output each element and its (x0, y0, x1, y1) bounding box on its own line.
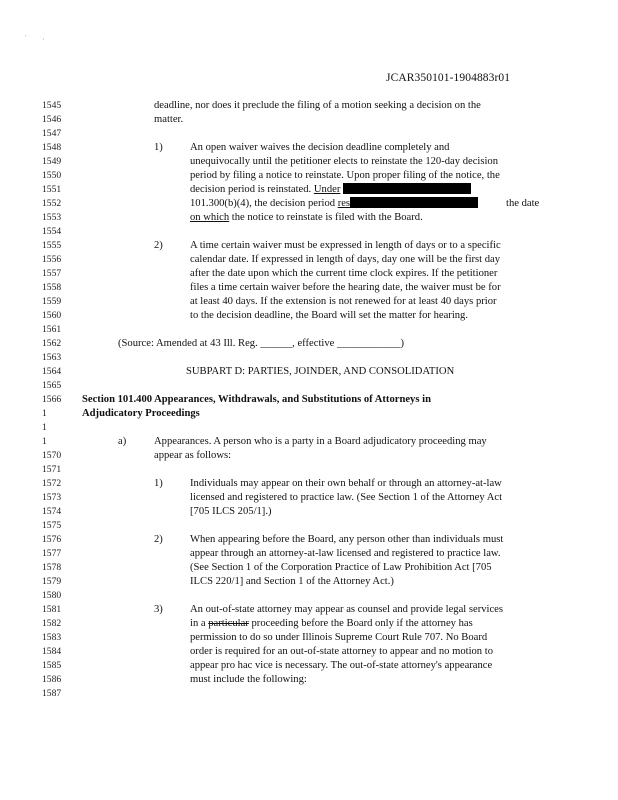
list-label: 1) (154, 142, 163, 153)
list-label: a) (118, 436, 127, 447)
line-text: When appearing before the Board, any person other than individuals must (190, 534, 504, 545)
document-line (0, 463, 618, 477)
line-text: licensed and registered to practice law. (See Section 1 of the Attorney Act (190, 492, 503, 503)
line-text: to the decision deadline, the Board will set the matter for hearing. (190, 310, 468, 321)
line-text: matter. (154, 114, 184, 125)
line-text-main: proceeding before the Board only if the attorney has (251, 618, 473, 629)
line-text-main: the notice to reinstate is filed with the Board. (231, 212, 423, 223)
line-number: 1551 (42, 184, 62, 195)
line-number: 1560 (42, 310, 62, 321)
document-line (0, 337, 618, 351)
document-line (0, 561, 618, 575)
line-number: 1587 (42, 688, 62, 699)
line-number: 1559 (42, 296, 62, 307)
document-line (0, 155, 618, 169)
line-number: 1582 (42, 618, 62, 629)
line-number: 1565 (42, 380, 62, 391)
document-line (0, 421, 618, 435)
document-line (0, 393, 618, 407)
line-number: 1 (42, 408, 47, 419)
document-line (0, 687, 618, 701)
document-line (0, 673, 618, 687)
line-number: 1564 (42, 366, 62, 377)
line-text-tail: the date (506, 198, 540, 209)
line-number: 1563 (42, 352, 62, 363)
line-text: after the date upon which the current time clock expires. If the petitioner (190, 268, 498, 279)
document-line (0, 141, 618, 155)
line-text: ILCS 220/1] and Section 1 of the Attorney Act.) (190, 576, 394, 587)
document-line (0, 309, 618, 323)
line-text-pre: in a (190, 618, 206, 629)
line-text: order is required for an out-of-state attorney to appear and no motion to (190, 646, 493, 657)
document-line (0, 505, 618, 519)
document-line (0, 99, 618, 113)
line-text (190, 617, 473, 631)
line-text: permission to do so under Illinois Supreme Court Rule 707. No Board (190, 632, 488, 643)
document-code: JCAR350101-1904883r01 (386, 72, 511, 84)
line-text: An open waiver waives the decision deadline completely and (190, 142, 450, 153)
line-number: 1578 (42, 562, 62, 573)
line-text: An out-of-state attorney may appear as counsel and provide legal services (190, 604, 503, 615)
document-line (0, 533, 618, 547)
line-text: appear as follows: (154, 450, 232, 461)
line-number: 1561 (42, 324, 62, 335)
source-note: (Source: Amended at 43 Ill. Reg. ______, effective ____________) (118, 338, 405, 349)
line-number: 1547 (42, 128, 62, 139)
line-number: 1585 (42, 660, 62, 671)
line-text: period by filing a notice to reinstate. Upon proper filing of the notice, the (190, 170, 500, 181)
subpart-heading: SUBPART D: PARTIES, JOINDER, AND CONSOLIDATION (186, 366, 455, 377)
redaction-block (350, 197, 478, 208)
line-text: [705 ILCS 205/1].) (190, 506, 272, 517)
line-number: 1577 (42, 548, 62, 559)
deleted-text: particular (208, 618, 249, 629)
line-number: 1583 (42, 632, 62, 643)
line-number: 1552 (42, 198, 62, 209)
line-number: 1548 (42, 142, 62, 153)
line-text: calendar date. If expressed in length of days, day one will be the first day (190, 254, 501, 265)
inserted-text: res (337, 198, 351, 209)
line-number: 1571 (42, 464, 62, 475)
line-text: deadline, nor does it preclude the filing of a motion seeking a decision on the (154, 100, 481, 111)
document-line (0, 575, 618, 589)
line-text: A time certain waiver must be expressed in length of days or to a specific (190, 240, 501, 251)
document-line (0, 295, 618, 309)
line-text-main: 101.300(b)(4), the decision period (190, 198, 336, 209)
document-line (0, 351, 618, 365)
document-line (0, 589, 618, 603)
line-number: 1574 (42, 506, 62, 517)
list-label: 2) (154, 240, 163, 251)
line-number: 1553 (42, 212, 62, 223)
document-line (0, 379, 618, 393)
line-number: 1570 (42, 450, 62, 461)
line-number: 1579 (42, 576, 62, 587)
line-text: (See Section 1 of the Corporation Practice of Law Prohibition Act [705 (190, 562, 492, 573)
line-text: Individuals may appear on their own behalf or through an attorney-at-law (190, 478, 502, 489)
inserted-text: on which (190, 212, 230, 223)
document-line (0, 547, 618, 561)
line-number: 1557 (42, 268, 62, 279)
document-line (0, 365, 618, 379)
document-line (0, 197, 618, 211)
document-line (0, 113, 618, 127)
document-line (0, 659, 618, 673)
line-number: 1580 (42, 590, 62, 601)
line-number: 1575 (42, 520, 62, 531)
line-number: 1576 (42, 534, 62, 545)
document-line (0, 617, 618, 631)
document-line (0, 435, 618, 449)
line-number: 1581 (42, 604, 62, 615)
document-line (0, 491, 618, 505)
document-line (0, 323, 618, 337)
line-number: 1586 (42, 674, 62, 685)
line-number: 1566 (42, 394, 62, 405)
line-text: must include the following: (190, 674, 307, 685)
inserted-text: Under (313, 184, 341, 195)
document-line (0, 169, 618, 183)
line-text (190, 183, 471, 197)
section-heading-cont: Adjudicatory Proceedings (82, 408, 200, 419)
line-number: 1 (42, 422, 47, 433)
line-number: 1572 (42, 478, 62, 489)
document-line (0, 645, 618, 659)
document-line (0, 477, 618, 491)
line-number: 1555 (42, 240, 62, 251)
line-text: at least 40 days. If the extension is not renewed for at least 40 days prior (190, 296, 497, 307)
line-text: files a time certain waiver before the hearing date, the waiver must be for (190, 282, 501, 293)
line-number: 1573 (42, 492, 62, 503)
line-number: 1549 (42, 156, 62, 167)
document-line (0, 281, 618, 295)
line-number: 1562 (42, 338, 62, 349)
document-line (0, 253, 618, 267)
document-line (0, 603, 618, 617)
redaction-block (343, 183, 471, 194)
document-line (0, 267, 618, 281)
document-line (0, 183, 618, 197)
document-line (0, 239, 618, 253)
scan-mark: ' , (25, 35, 45, 41)
line-number: 1545 (42, 100, 62, 111)
section-heading: Section 101.400 Appearances, Withdrawals, and Substitutions of Attorneys in (82, 394, 431, 405)
line-number: 1 (42, 436, 47, 447)
document-line (0, 407, 618, 421)
line-text-main: decision period is reinstated. (190, 184, 312, 195)
document-line (0, 225, 618, 239)
line-text: unequivocally until the petitioner elects to reinstate the 120-day decision (190, 156, 499, 167)
line-number: 1554 (42, 226, 62, 237)
line-text (190, 211, 423, 225)
line-number: 1556 (42, 254, 62, 265)
line-text: appear through an attorney-at-law licensed and registered to practice law. (190, 548, 501, 559)
document-line (0, 127, 618, 141)
line-text (190, 197, 478, 211)
list-label: 2) (154, 534, 163, 545)
list-label: 1) (154, 478, 163, 489)
document-line (0, 211, 618, 225)
list-label: 3) (154, 604, 163, 615)
line-number: 1584 (42, 646, 62, 657)
line-number: 1546 (42, 114, 62, 125)
line-text: appear pro hac vice is necessary. The out-of-state attorney's appearance (190, 660, 493, 671)
document-line (0, 449, 618, 463)
document-line (0, 631, 618, 645)
line-number: 1550 (42, 170, 62, 181)
line-text: Appearances. A person who is a party in a Board adjudicatory proceeding may (154, 436, 487, 447)
line-number: 1558 (42, 282, 62, 293)
document-line (0, 519, 618, 533)
